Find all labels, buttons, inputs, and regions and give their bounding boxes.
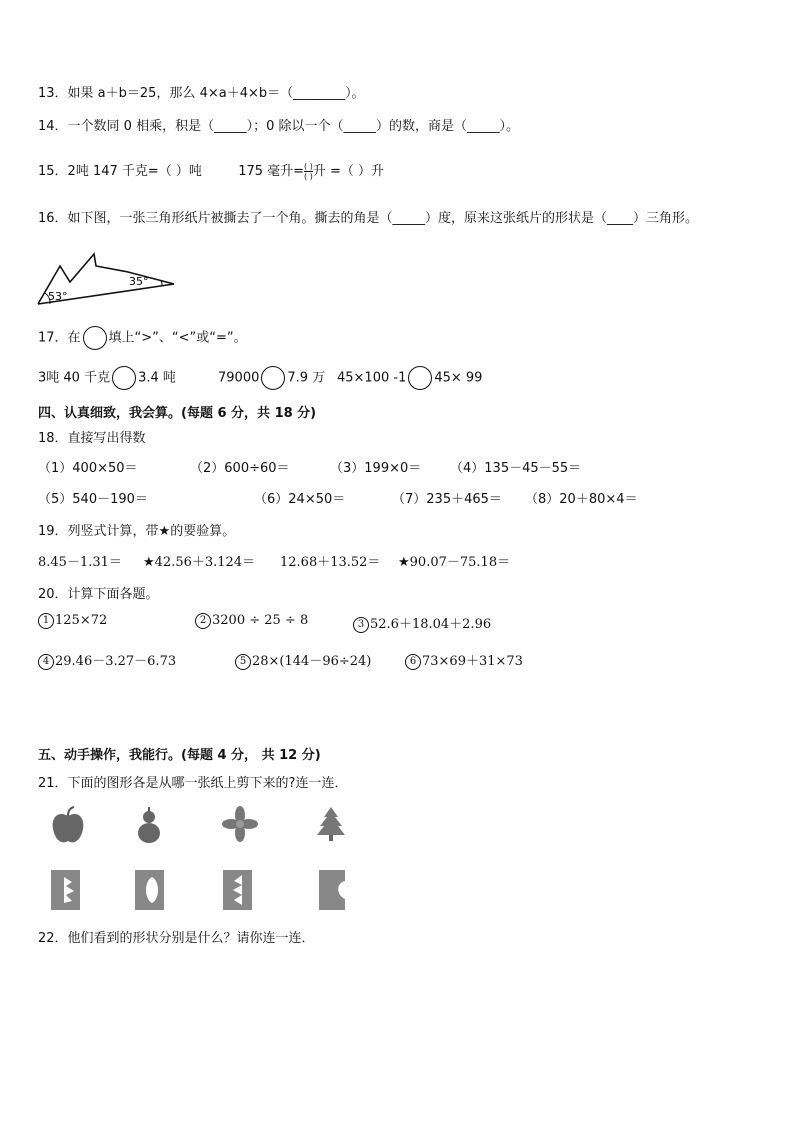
angle-35-label: 35° (129, 275, 149, 288)
question-15-part2-pre: 175 毫升= (238, 164, 305, 179)
tree-shape-icon[interactable] (316, 806, 346, 842)
question-15-part2-mid: 升 =（ ）升 (312, 164, 385, 179)
question-16: 16．如下图，一张三角形纸片被撕去了一个角。撕去的角是（_____）度，原来这张纸片的形状是（____）三角形。 (38, 211, 699, 226)
q18-item: （4）135－45－55＝ (450, 461, 582, 476)
q20-item: 4 29.46－3.27－6.73 (38, 650, 176, 670)
q20-item: 6 73×69＋31×73 (405, 650, 523, 670)
question-20: 20．计算下面各题。 (38, 587, 159, 602)
question-18: 18．直接写出得数 (38, 431, 146, 446)
q18-item: （8）20＋80×4＝ (525, 492, 638, 507)
cut-paper-4-icon[interactable] (318, 869, 346, 911)
gourd-shape-icon[interactable] (134, 806, 164, 846)
angle-53-label: 53° (48, 290, 68, 303)
q19-item: 12.68＋13.52＝ (280, 555, 381, 570)
cut-paper-2-icon[interactable] (134, 869, 166, 911)
fraction: $\frac{( )}{( )}$ (304, 162, 313, 181)
q19-item: ★42.56＋3.124＝ (143, 555, 256, 570)
cut-paper-1-icon[interactable] (50, 869, 82, 911)
answer-circle[interactable] (261, 366, 285, 390)
question-15 (38, 160, 384, 181)
answer-circle[interactable] (408, 366, 432, 390)
question-19: 19．列竖式计算，带★的要验算。 (38, 524, 236, 539)
q18-item: （1）400×50＝ (38, 461, 138, 476)
question-17: 17．在 填上“>”、“<”或“=”。 (38, 326, 247, 350)
section-4-heading: 四、认真细致，我会算。(每题 6 分，共 18 分) (38, 406, 317, 421)
torn-triangle-figure (36, 252, 178, 308)
q20-item: 3 52.6＋18.04＋2.96 (353, 613, 491, 633)
flower-shape-icon[interactable] (220, 806, 260, 842)
question-14: 14．一个数同 0 相乘，积是（_____）；0 除以一个（_____）的数，商是（_____）。 (38, 119, 519, 134)
q20-item: 2 3200 ÷ 25 ÷ 8 (195, 613, 308, 629)
apple-shape-icon[interactable] (50, 806, 86, 846)
q19-item: 8.45－1.31＝ (38, 555, 122, 570)
q18-item: （6）24×50＝ (254, 492, 346, 507)
q18-item: （3）199×0＝ (330, 461, 422, 476)
compare-item-2: 79000 7.9 万 (218, 366, 325, 390)
q18-item: （2）600÷60＝ (190, 461, 290, 476)
answer-circle[interactable] (112, 366, 136, 390)
question-21: 21．下面的图形各是从哪一张纸上剪下来的?连一连． (38, 776, 348, 791)
q18-item: （5）540－190＝ (38, 492, 148, 507)
question-22: 22．他们看到的形状分别是什么？请你连一连． (38, 931, 315, 946)
question-15-part1: 15．2吨 147 千克=（ ）吨 (38, 164, 202, 179)
q19-item: ★90.07－75.18＝ (398, 555, 511, 570)
section-5-heading: 五、动手操作，我能行。(每题 4 分， 共 12 分) (38, 748, 321, 763)
compare-item-1: 3吨 40 千克 3.4 吨 (38, 366, 176, 390)
cut-paper-3-icon[interactable] (222, 869, 254, 911)
q20-item: 5 28×(144－96÷24) (235, 650, 371, 670)
q20-item: 1 125×72 (38, 613, 107, 629)
compare-circle-icon (83, 326, 107, 350)
compare-item-3: 45×100 -1 45× 99 (337, 366, 482, 390)
q18-item: （7）235＋465＝ (392, 492, 502, 507)
question-13: 13．如果 a＋b＝25，那么 4×a＋4×b＝（________）。 (38, 86, 365, 101)
